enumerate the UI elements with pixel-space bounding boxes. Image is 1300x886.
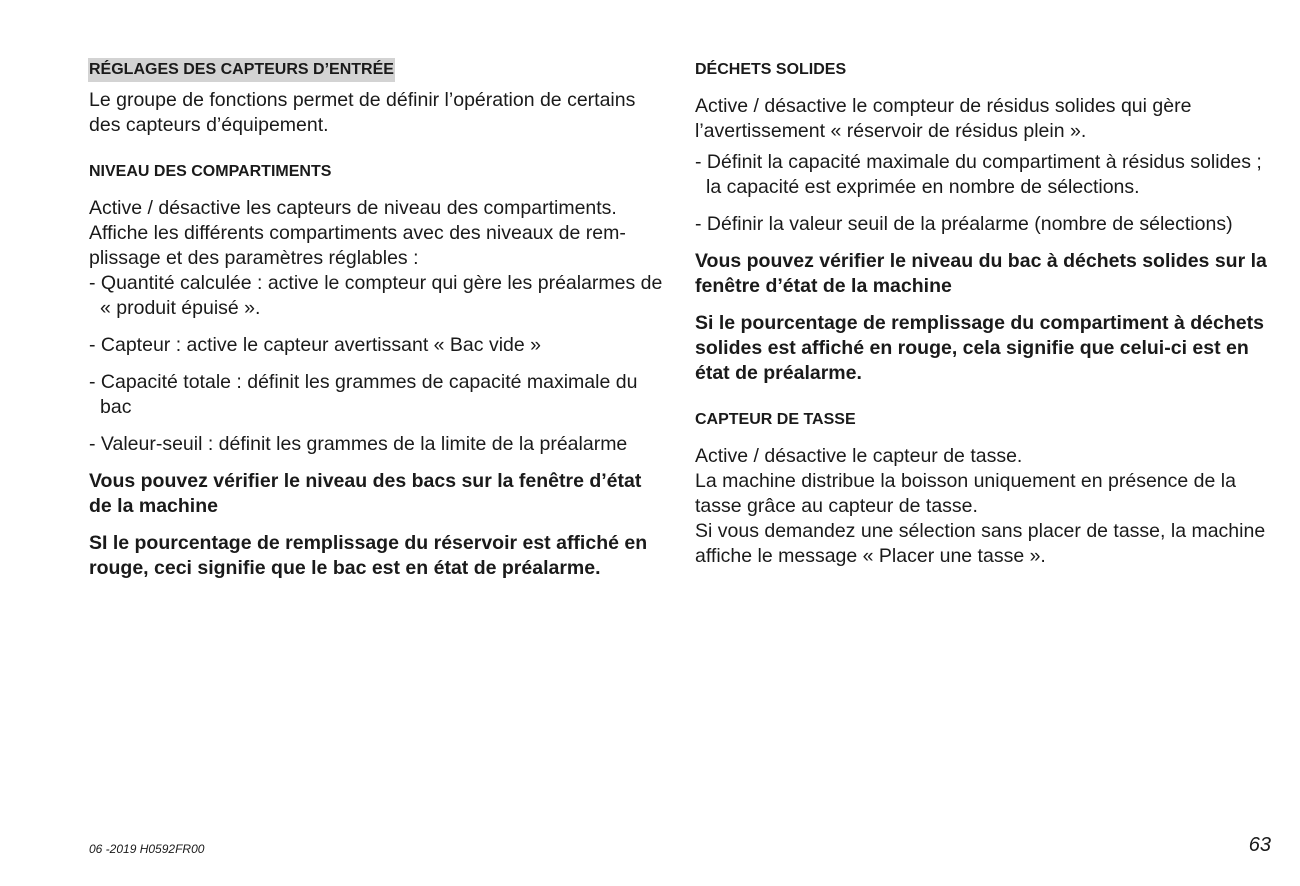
bold-note-check-level: Vous pouvez vérifier le niveau des bacs sur la fenêtre d’état de la machine [89,470,642,517]
left-column [89,58,669,581]
list-item: - Valeur-seuil : définit les grammes de la limite de la préalarme [89,433,628,455]
section-title-solid-waste: DÉCHETS SOLIDES [695,61,847,78]
subsection-title-compartment-level: NIVEAU DES COMPARTIMENTS [89,163,332,180]
bold-note-check-waste-level: Vous pouvez vérifier le niveau du bac à déchets solides sur la fenêtre d’état de la machine [695,250,1267,297]
right-column [695,58,1275,569]
bold-note-waste-red-percentage: Si le pourcentage de remplissage du compartiment à déchets solides est affiché en rouge, cela signifie que celui-ci est en état de préalarme. [695,312,1264,384]
list-item: - Quantité calculée : active le compteur qui gère les préalarmes de « produit épuisé ». [89,272,663,319]
list-item: - Capacité totale : définit les grammes de capacité maximale du bac [89,371,638,418]
section-title-cup-sensor: CAPTEUR DE TASSE [695,411,856,428]
cup-sensor-line-3: Si vous demandez une sélection sans placer de tasse, la machine affiche le message « Placer une tasse ». [695,520,1266,567]
cup-sensor-line-2: La machine distribue la boisson uniquement en présence de la tasse grâce au capteur de tasse. [695,470,1236,517]
list-item: - Capteur : active le capteur avertissant « Bac vide » [89,334,541,356]
compartment-level-paragraph: Active / désactive les capteurs de niveau des compartiments. Affiche les différents compartiments avec des niveaux de remplissage et des paramètres réglables : [89,197,626,269]
list-item: - Définit la capacité maximale du compartiment à résidus solides ; la capacité est exprimée en nombre de sélections. [695,151,1262,198]
list-item: - Définir la valeur seuil de la préalarme (nombre de sélections) [695,213,1233,235]
solid-waste-paragraph: Active / désactive le compteur de résidus solides qui gère l’avertissement « réservoir de résidus plein ». [695,95,1192,142]
section-title-input-sensors: RÉGLAGES DES CAPTEURS D’ENTRÉE [88,58,395,82]
document-reference: 06 -2019 H0592FR00 [89,842,205,856]
page-number: 63 [1248,834,1271,856]
bold-note-red-percentage: SI le pourcentage de remplissage du réservoir est affiché en rouge, ceci signifie que le bac est en état de préalarme. [89,532,648,579]
intro-paragraph: Le groupe de fonctions permet de définir l’opération de certains des capteurs d’équipement. [89,89,636,136]
cup-sensor-line-1: Active / désactive le capteur de tasse. [695,445,1023,467]
